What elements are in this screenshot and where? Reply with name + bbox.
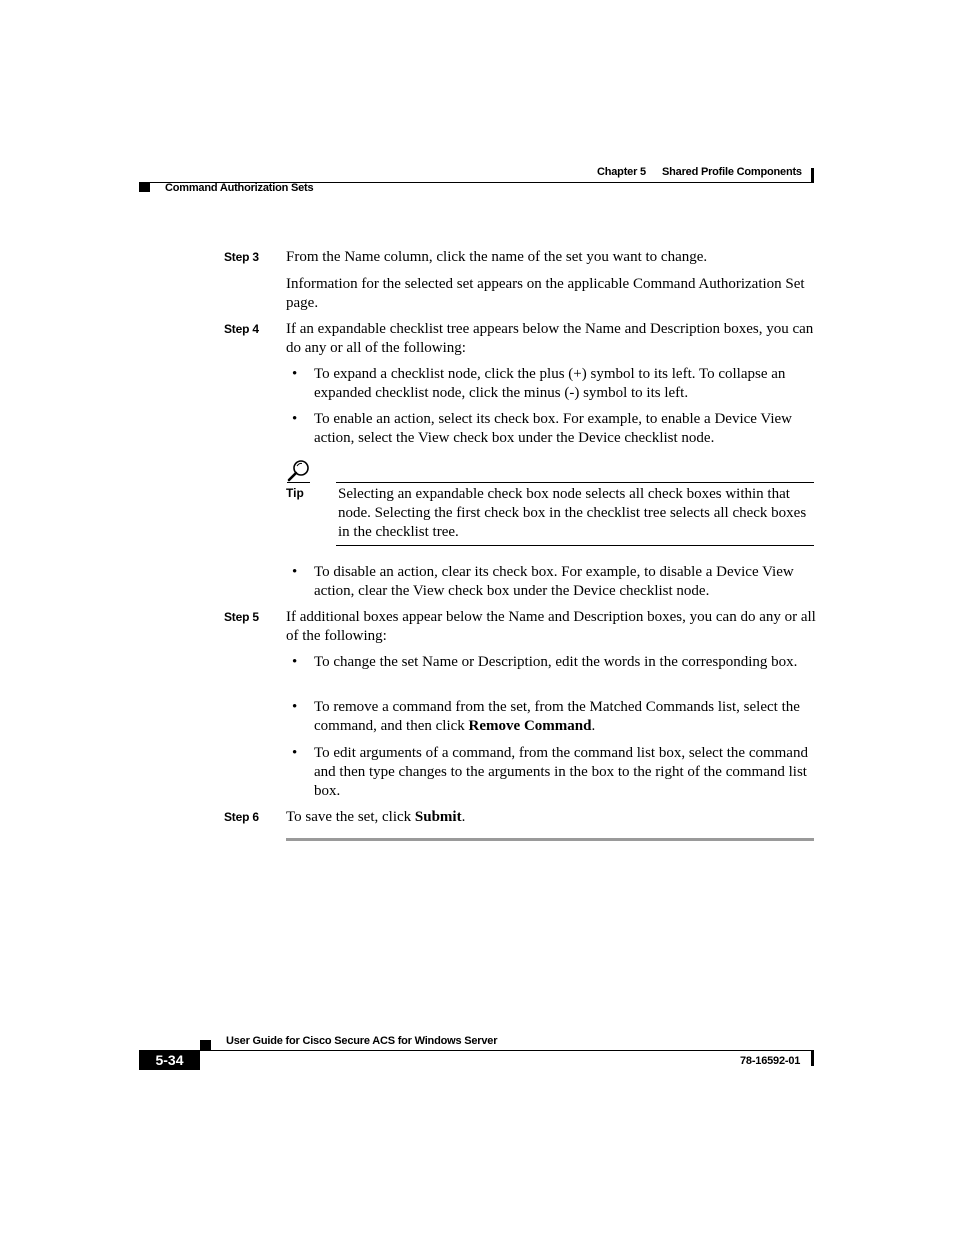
- procedure-end-rule: [286, 838, 814, 841]
- bullet-marker: •: [292, 366, 298, 382]
- header-edge-bar: [811, 168, 814, 183]
- step3-note: Information for the selected set appears on the applicable Command Authorization Set page.: [286, 276, 805, 311]
- step4-label: Step 4: [224, 322, 259, 336]
- submit-term: Submit: [414, 809, 462, 825]
- header-marker-square: [139, 182, 150, 192]
- header-chapter-title: Shared Profile Components: [662, 166, 802, 178]
- header-section-title: Command Authorization Sets: [165, 182, 314, 194]
- magnifier-icon: [286, 459, 312, 483]
- tip-rule-bottom: [336, 545, 814, 546]
- step6-text: [286, 808, 816, 827]
- step3-label: Step 3: [224, 250, 259, 264]
- bullet-marker: •: [292, 654, 298, 670]
- step4-bullet-3: To disable an action, clear its check box. For example, to disable a Device View action, clear the View check box under the Device checklist node.: [314, 564, 794, 599]
- tip-label: Tip: [286, 486, 304, 500]
- bullet-marker: •: [292, 411, 298, 427]
- footer-marker-square: [200, 1040, 211, 1050]
- step5-bullet-2-text: To remove a command from the set, from the Matched Commands list, select the command, and then click: [314, 699, 800, 734]
- step3-text: From the Name column, click the name of the set you want to change.: [286, 249, 708, 265]
- step6-label: Step 6: [224, 810, 259, 824]
- tip-text: Selecting an expandable check box node selects all check boxes within that node. Selecting the first check box in the checklist tree selects all check boxes in the checklist tree.: [338, 486, 807, 540]
- step4-bullet-1: To expand a checklist node, click the plus (+) symbol to its left. To collapse an expanded checklist node, click the minus (-) symbol to its left.: [314, 366, 786, 401]
- step5-label: Step 5: [224, 610, 259, 624]
- tip-rule-top: [336, 482, 814, 483]
- step6-text-before: To save the set, click: [286, 809, 415, 825]
- step5-bullet-3: To edit arguments of a command, from the command list box, select the command and then type changes to the arguments in the box to the right of the command list box.: [314, 745, 808, 799]
- step4-bullet-2: To enable an action, select its check box. For example, to enable a Device View action, select the View check box under the Device checklist node.: [314, 411, 793, 446]
- footer-rule: [139, 1050, 814, 1051]
- footer-edge-bar: [811, 1051, 814, 1066]
- bullet-marker: •: [292, 564, 298, 580]
- footer-doc-number: 78-16592-01: [740, 1055, 801, 1067]
- step5-bullet-2-end: .: [591, 718, 596, 734]
- step6-text-after: .: [461, 809, 466, 825]
- step5-text: If additional boxes appear below the Name and Description boxes, you can do any or all of the following:: [286, 609, 816, 644]
- step4-text: If an expandable checklist tree appears below the Name and Description boxes, you can do any or all of the following:: [286, 321, 814, 356]
- bullet-marker: •: [292, 745, 298, 761]
- step5-bullet-2: [314, 698, 814, 736]
- bullet-marker: •: [292, 699, 298, 715]
- page-number: 5-34: [155, 1052, 184, 1068]
- footer-doc-title: User Guide for Cisco Secure ACS for Windows Server: [226, 1035, 498, 1047]
- step5-bullet-1: To change the set Name or Description, edit the words in the corresponding box.: [314, 654, 798, 670]
- remove-command-term: Remove Command: [468, 718, 592, 734]
- header-chapter: Chapter 5: [597, 166, 646, 178]
